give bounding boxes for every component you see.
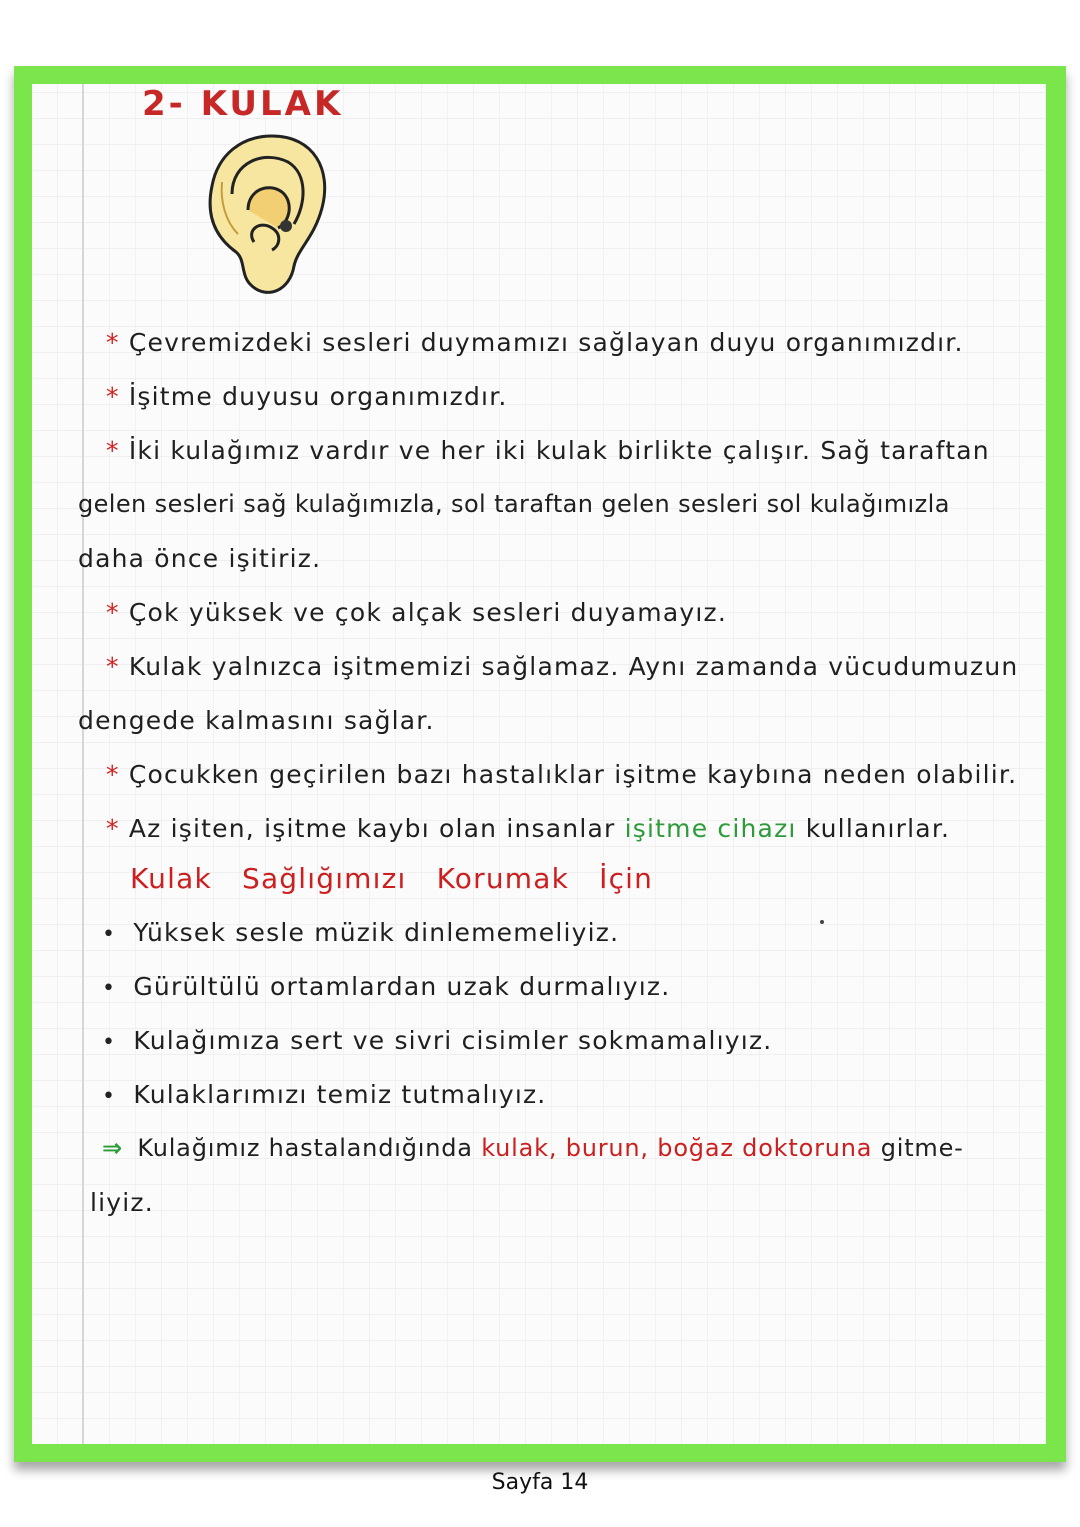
page-title: 2- KULAK bbox=[142, 84, 344, 124]
arrow-note-line-2: liyiz. bbox=[90, 1188, 154, 1217]
paragraph-3-line-3: daha önce işitiriz. bbox=[78, 544, 322, 573]
hearing-aid-highlight: işitme cihazı bbox=[624, 814, 797, 843]
margin-line bbox=[82, 84, 84, 1444]
paragraph-3-line-2: gelen sesleri sağ kulağımızla, sol taraftan gelen sesleri sol kulağımızla bbox=[78, 490, 950, 518]
star-bullet-icon: * bbox=[106, 382, 120, 411]
paragraph-1: * Çevremizdeki sesleri duymamızı sağlayan duyu organımızdır. bbox=[106, 328, 964, 357]
paragraph-4: * Çok yüksek ve çok alçak sesleri duyamayız. bbox=[106, 598, 727, 627]
list-item: • Kulağımıza sert ve sivri cisimler sokmamalıyız. bbox=[102, 1026, 773, 1055]
list-item: • Kulaklarımızı temiz tutmalıyız. bbox=[102, 1080, 547, 1109]
list-item: • Yüksek sesle müzik dinlememeliyiz. bbox=[102, 918, 620, 947]
paragraph-5-line-1: * Kulak yalnızca işitmemizi sağlamaz. Aynı zamanda vücudumuzun bbox=[106, 652, 1019, 681]
dot-bullet-icon: • bbox=[102, 976, 117, 1001]
star-bullet-icon: * bbox=[106, 328, 120, 357]
list-item: • Gürültülü ortamlardan uzak durmalıyız. bbox=[102, 972, 671, 1001]
paragraph-7: * Az işiten, işitme kaybı olan insanlar işitme cihazı kullanırlar. bbox=[106, 814, 951, 843]
star-bullet-icon: * bbox=[106, 814, 120, 843]
dot-bullet-icon: • bbox=[102, 922, 117, 947]
star-bullet-icon: * bbox=[106, 436, 120, 465]
dot-bullet-icon: • bbox=[102, 1030, 117, 1055]
paragraph-6: * Çocukken geçirilen bazı hastalıklar işitme kaybına neden olabilir. bbox=[106, 760, 1018, 789]
paragraph-5-line-2: dengede kalmasını sağlar. bbox=[78, 706, 435, 735]
stray-dot bbox=[820, 920, 824, 924]
paragraph-3-line-1: * İki kulağımız vardır ve her iki kulak birlikte çalışır. Sağ taraftan bbox=[106, 436, 990, 465]
dot-bullet-icon: • bbox=[102, 1084, 117, 1109]
ear-illustration-icon bbox=[202, 130, 332, 300]
section-subheading: Kulak Sağlığımızı Korumak İçin bbox=[130, 862, 654, 895]
page-number: Sayfa 14 bbox=[491, 1470, 589, 1495]
notebook-page bbox=[32, 84, 1046, 1444]
star-bullet-icon: * bbox=[106, 652, 120, 681]
star-bullet-icon: * bbox=[106, 760, 120, 789]
paragraph-2: * İşitme duyusu organımızdır. bbox=[106, 382, 508, 411]
right-arrow-icon: ⇒ bbox=[102, 1134, 123, 1162]
star-bullet-icon: * bbox=[106, 598, 120, 627]
ent-doctor-highlight: kulak, burun, boğaz doktoruna bbox=[481, 1134, 873, 1162]
arrow-note-line-1: ⇒ Kulağımız hastalandığında kulak, burun, boğaz doktoruna gitme- bbox=[102, 1134, 964, 1162]
